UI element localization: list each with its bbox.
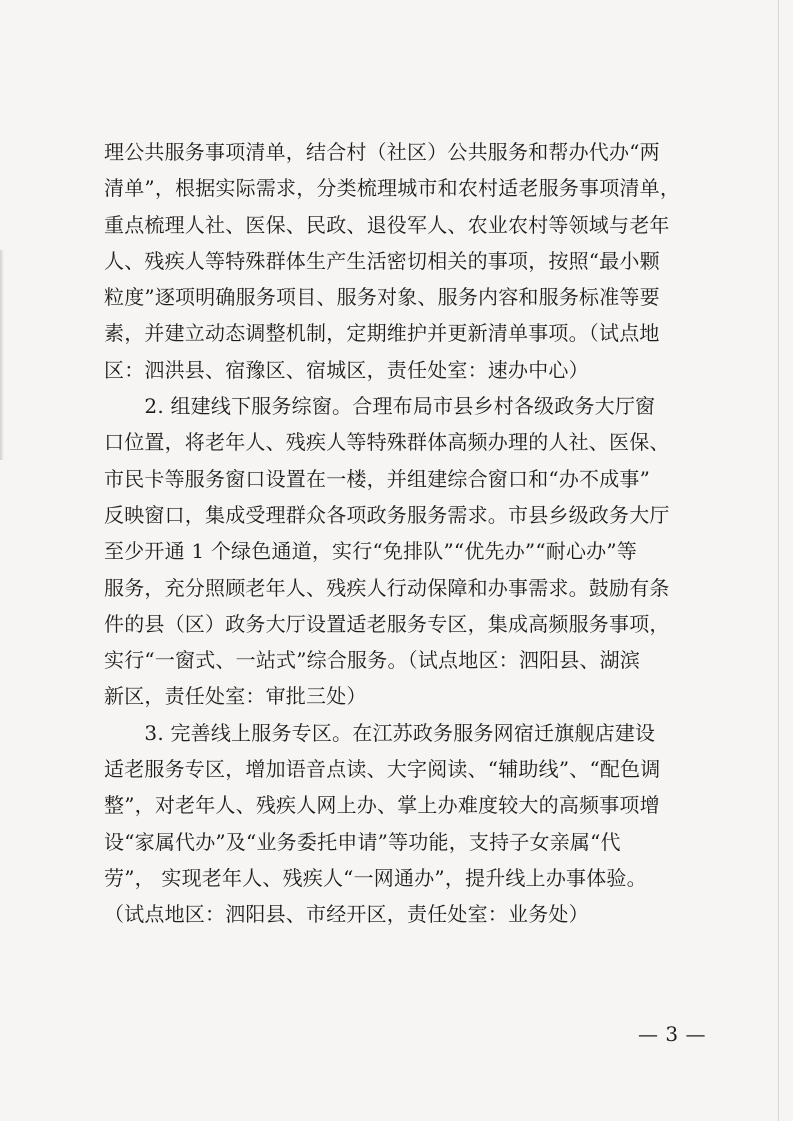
- text-line: 粒度”逐项明确服务项目、服务对象、服务内容和服务标准等要: [104, 285, 660, 310]
- text-line: 设“家属代办”及“业务委托申请”等功能，支持子女亲属“代: [104, 829, 621, 854]
- text-line: 适老服务专区，增加语音点读、大字阅读、“辅助线”、“配色调: [104, 757, 661, 782]
- section-heading-line: 3. 完善线上服务专区。在江苏政务服务网宿迁旗舰店建设: [104, 720, 656, 745]
- scan-edge: [778, 0, 779, 1121]
- text-line: 劳”， 实现老年人、残疾人“一网通办”，提升线上办事体验。: [104, 865, 647, 890]
- text-line: 件的县（区）政务大厅设置适老服务专区，集成高频服务事项，: [104, 611, 670, 636]
- text-line: 新区，责任处室：审批三处）: [104, 684, 367, 709]
- text-line: 服务，充分照顾老年人、残疾人行动保障和办事需求。鼓励有条: [104, 575, 670, 600]
- text-line: 反映窗口，集成受理群众各项政务服务需求。市县乡级政务大厅: [104, 502, 670, 527]
- section-heading-line: 2. 组建线下服务综窗。合理布局市县乡村各级政务大厅窗: [104, 394, 656, 419]
- text-line: 重点梳理人社、医保、民政、退役军人、农业农村等领域与老年: [104, 212, 670, 237]
- text-line: 至少开通 1 个绿色通道，实行“免排队”“优先办”“耐心办”等: [104, 539, 637, 564]
- scan-shadow: [0, 250, 4, 460]
- text-line: 口位置，将老年人、残疾人等特殊群体高频办理的人社、医保、: [104, 430, 670, 455]
- text-line: 人、残疾人等特殊群体生产生活密切相关的事项，按照“最小颗: [104, 248, 660, 273]
- text-line: 素，并建立动态调整机制，定期维护并更新清单事项。（试点地: [104, 321, 660, 346]
- text-line: 清单”，根据实际需求，分类梳理城市和农村适老服务事项清单，: [104, 176, 681, 201]
- body-text: [104, 134, 724, 933]
- text-line: （试点地区：泗阳县、市经开区，责任处室：业务处）: [104, 902, 589, 927]
- text-line: 区：泗洪县、宿豫区、宿城区，责任处室：速办中心）: [104, 357, 589, 382]
- text-line: 整”，对老年人、残疾人网上办、掌上办难度较大的高频事项增: [104, 793, 660, 818]
- text-line: 市民卡等服务窗口设置在一楼，并组建综合窗口和“办不成事”: [104, 466, 651, 491]
- text-line: 理公共服务事项清单，结合村（社区）公共服务和帮办代办“两: [104, 140, 660, 164]
- text-line: 实行“一窗式、一站式”综合服务。（试点地区：泗阳县、湖滨: [104, 648, 641, 673]
- page-number: — 3 —: [638, 1022, 706, 1046]
